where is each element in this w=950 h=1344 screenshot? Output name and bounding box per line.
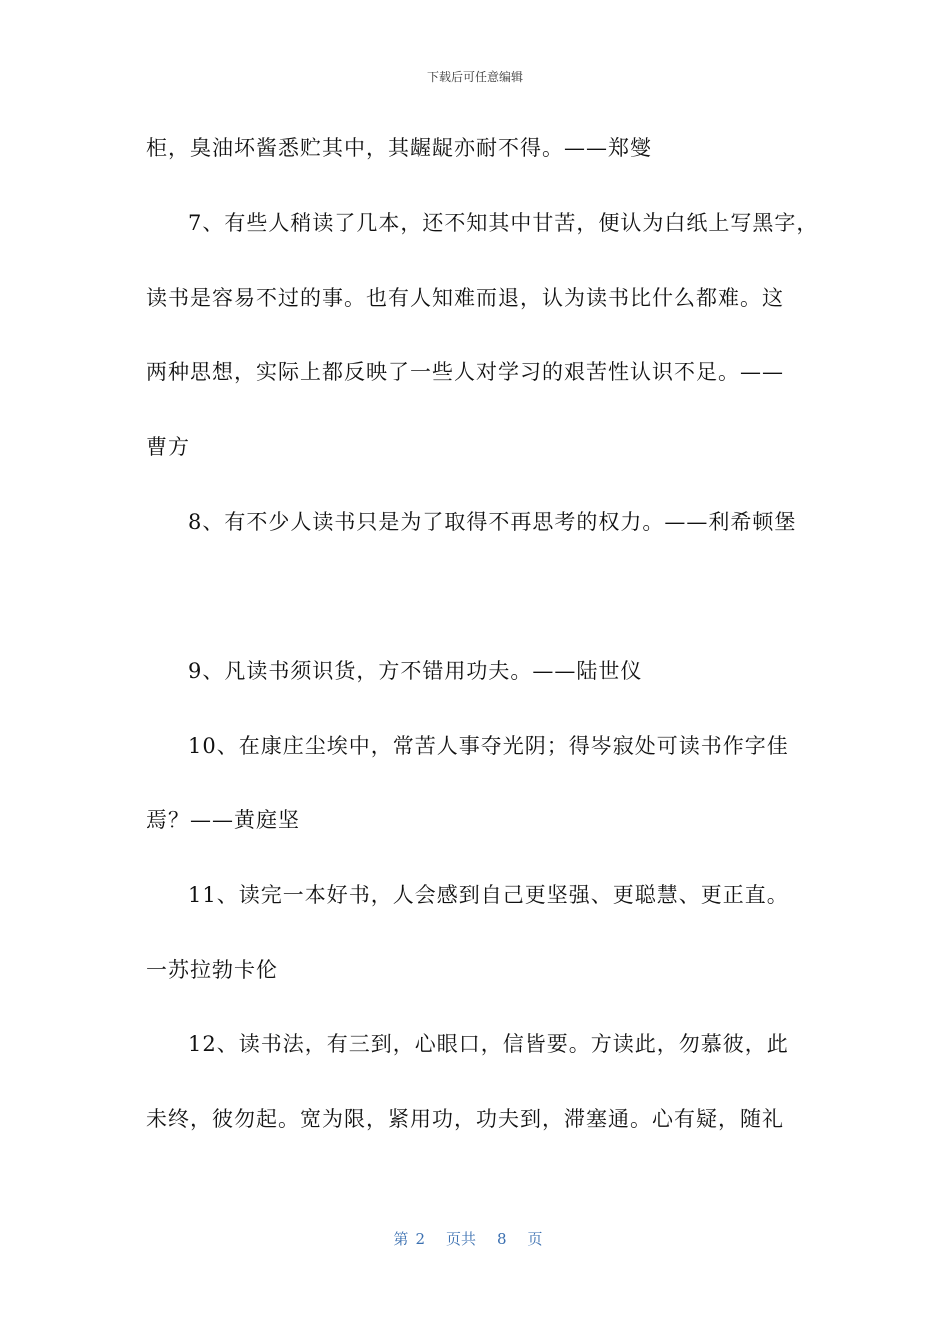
- footer-middle: 页共: [445, 1230, 476, 1248]
- text-line: 8、有不少人读书只是为了取得不再思考的权力。——利希顿堡: [188, 510, 797, 534]
- text-line: 未终，彼勿起。宽为限，紧用功，功夫到，滞塞通。心有疑，随礼: [146, 1107, 784, 1131]
- footer-total-pages: 8: [497, 1230, 507, 1248]
- text-line: 12、读书法，有三到，心眼口，信皆要。方读此，勿慕彼，此: [188, 1032, 789, 1056]
- text-line: 两种思想，实际上都反映了一些人对学习的艰苦性认识不足。——: [146, 360, 784, 384]
- text-line: 一苏拉勃卡伦: [146, 958, 278, 982]
- text-line: 柜，臭油坏酱悉贮其中，其龌龊亦耐不得。——郑燮: [146, 136, 652, 160]
- footer-suffix: 页: [527, 1230, 543, 1248]
- header-note: 下载后可任意编辑: [426, 70, 523, 84]
- text-line: 10、在康庄尘埃中，常苦人事夺光阴；得岑寂处可读书作字佳: [188, 734, 789, 758]
- page-footer: [0, 1228, 950, 1249]
- footer-current-page: 2: [415, 1230, 425, 1248]
- text-line: 7、有些人稍读了几本，还不知其中甘苦，便认为白纸上写黑字，: [188, 211, 819, 235]
- text-line: 曹方: [146, 435, 190, 459]
- text-line: 11、读完一本好书，人会感到自己更坚强、更聪慧、更正直。: [188, 883, 789, 907]
- text-line: 焉？——黄庭坚: [146, 808, 300, 832]
- footer-prefix: 第: [393, 1230, 409, 1248]
- text-line: 9、凡读书须识货，方不错用功夫。——陆世仪: [188, 659, 643, 683]
- text-line: 读书是容易不过的事。也有人知难而退，认为读书比什么都难。这: [146, 286, 784, 310]
